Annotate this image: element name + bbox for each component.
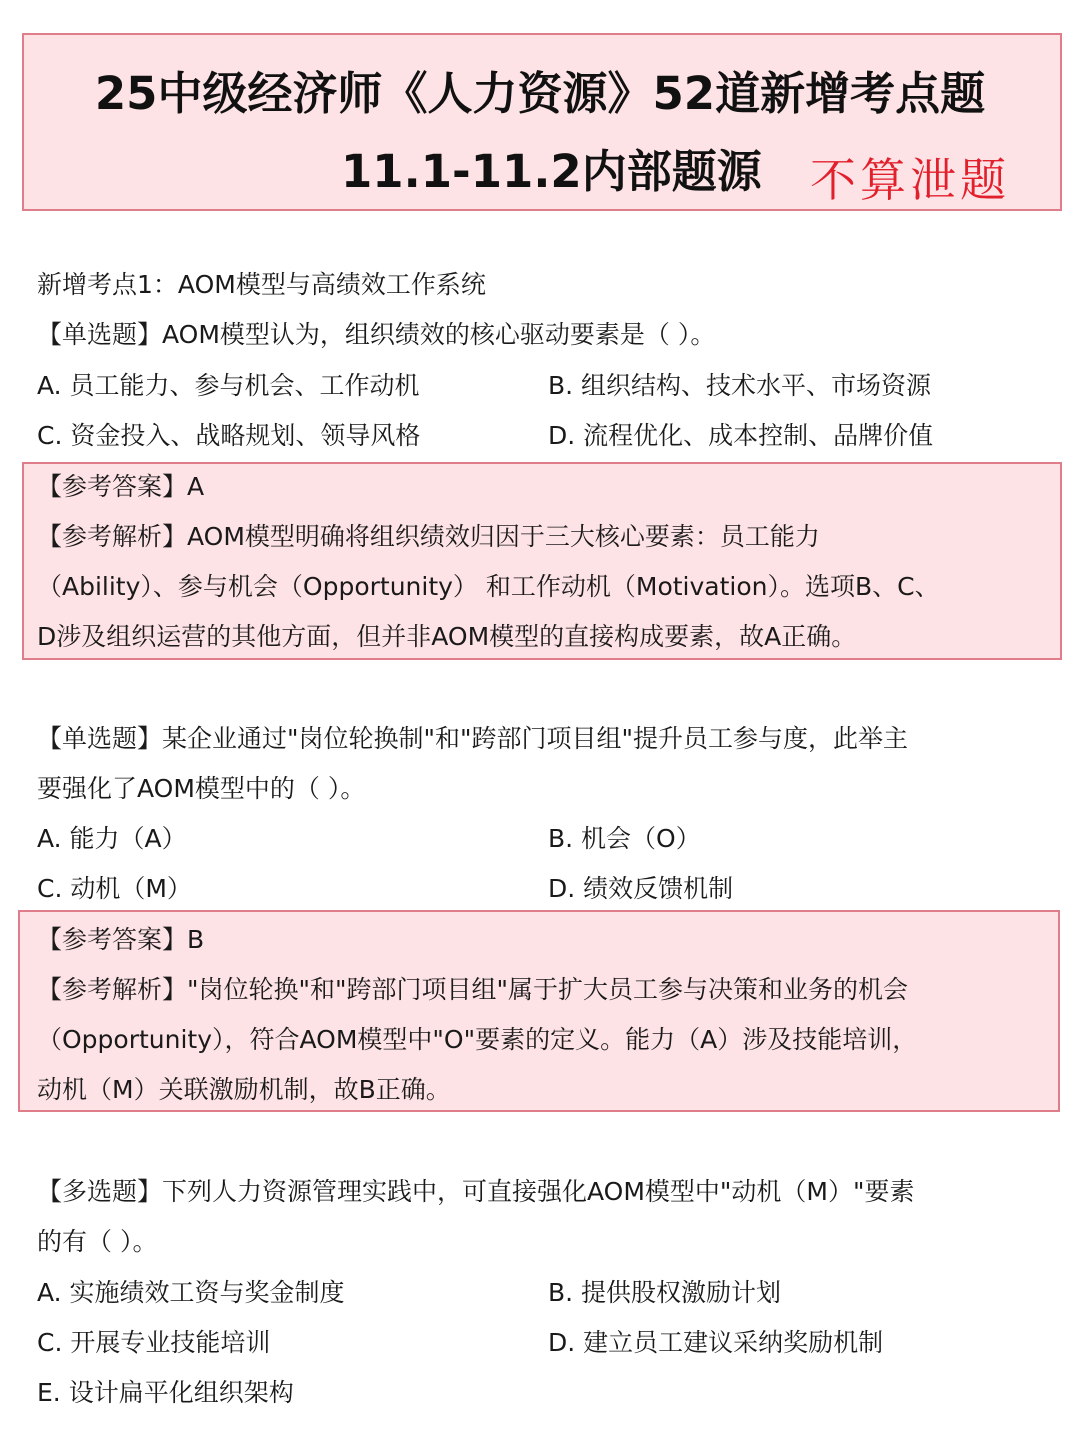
question-2-analysis-line: 【参考解析】"岗位轮换"和"跨部门项目组"属于扩大员工参与决策和业务的机会 xyxy=(37,975,908,1004)
question-3-option-b: B. 提供股权激励计划 xyxy=(548,1278,782,1307)
section-heading: 新增考点1：AOM模型与高绩效工作系统 xyxy=(37,270,486,299)
question-2-answer: 【参考答案】B xyxy=(37,925,205,954)
question-1-analysis-line: （Ability）、参与机会（Opportunity） 和工作动机（Motivation）。选项B、C、 xyxy=(37,572,940,601)
question-1-answer: 【参考答案】A xyxy=(37,472,205,501)
question-2-option-a: A. 能力（A） xyxy=(37,824,187,853)
question-2-analysis-line: （Opportunity），符合AOM模型中"O"要素的定义。能力（A）涉及技能培训， xyxy=(37,1025,918,1054)
question-3-option-e: E. 设计扁平化组织架构 xyxy=(37,1378,294,1407)
question-2-stem: 【单选题】某企业通过"岗位轮换制"和"跨部门项目组"提升员工参与度，此举主 xyxy=(37,724,908,753)
question-3-option-c: C. 开展专业技能培训 xyxy=(37,1328,271,1357)
question-3-stem: 的有（ ）。 xyxy=(37,1227,158,1256)
question-1-option-a: A. 员工能力、参与机会、工作动机 xyxy=(37,371,420,400)
question-2-stem: 要强化了AOM模型中的（ ）。 xyxy=(37,774,366,803)
question-1-option-b: B. 组织结构、技术水平、市场资源 xyxy=(548,371,932,400)
question-3-stem: 【多选题】下列人力资源管理实践中，可直接强化AOM模型中"动机（M）"要素 xyxy=(37,1177,915,1206)
question-2-analysis-line: 动机（M）关联激励机制，故B正确。 xyxy=(37,1075,451,1104)
question-2-option-c: C. 动机（M） xyxy=(37,874,192,903)
question-1-option-c: C. 资金投入、战略规划、领导风格 xyxy=(37,421,421,450)
question-1-analysis-line: 【参考解析】AOM模型明确将组织绩效归因于三大核心要素：员工能力 xyxy=(37,522,820,551)
question-1-stem: 【单选题】AOM模型认为，组织绩效的核心驱动要素是（ ）。 xyxy=(37,320,716,349)
question-2-option-b: B. 机会（O） xyxy=(548,824,701,853)
question-3-option-d: D. 建立员工建议采纳奖励机制 xyxy=(548,1328,884,1357)
question-1-analysis-line: D涉及组织运营的其他方面，但并非AOM模型的直接构成要素，故A正确。 xyxy=(37,622,857,651)
question-1-option-d: D. 流程优化、成本控制、品牌价值 xyxy=(548,421,934,450)
stamp-text: 不算泄题 xyxy=(810,153,1010,207)
page-title: 25中级经济师《人力资源》52道新增考点题 xyxy=(94,67,986,120)
question-2-option-d: D. 绩效反馈机制 xyxy=(548,874,734,903)
question-3-option-a: A. 实施绩效工资与奖金制度 xyxy=(37,1278,345,1307)
page-subtitle: 11.1-11.2内部题源 xyxy=(341,145,762,198)
